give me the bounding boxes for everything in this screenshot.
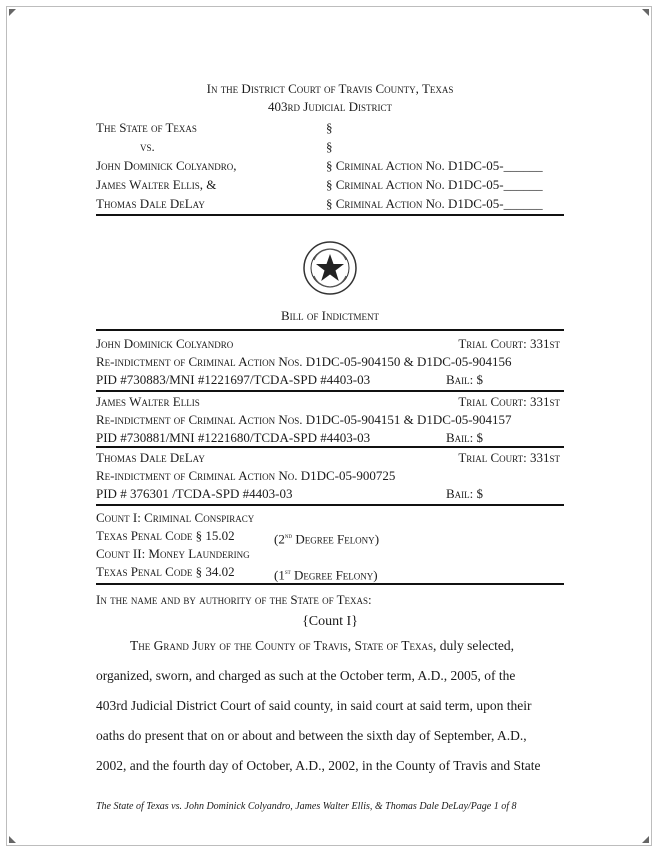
authority-line: In the name and by authority of the State of Texas: [96,592,372,607]
pid-row [96,429,564,447]
count-title: Count II: Money Laundering [96,546,250,561]
indictment-body [96,631,564,781]
body-line: The Grand Jury of the County of Travis, State of Texas, duly selected, [130,638,515,653]
caption-rule [96,214,564,216]
reindictment-line: Re-indictment of Criminal Action Nos. D1DC-05-904151 & D1DC-05-904157 [96,412,512,427]
case-number: § Criminal Action No. D1DC-05-______ [326,177,543,192]
case-number: § Criminal Action No. D1DC-05-______ [326,196,543,211]
corner-mark [642,9,649,16]
table-rule [96,583,564,585]
document-title: Bill of Indictment [281,308,379,323]
pid-number: PID # 376301 /TCDA-SPD #4403-03 [96,486,293,501]
defendant-name-row [96,335,564,353]
case-number: § Criminal Action No. D1DC-05-______ [326,158,543,173]
pid-row [96,371,564,389]
caption-party: The State of Texas [96,120,197,135]
defendant-name: James Walter Ellis [96,394,200,409]
pid-row [96,485,564,503]
section-mark: § [326,139,333,154]
penal-code: Texas Penal Code § 34.02 [96,564,235,579]
count-statute-row [96,563,564,581]
texas-seal-star-icon [302,240,358,296]
body-line: organized, sworn, and charged as such at the October term, A.D., 2005, of the [96,668,516,683]
table-rule [96,390,564,392]
defendant-name: John Dominick Colyandro [96,336,234,351]
table-rule [96,504,564,506]
reindictment-line: Re-indictment of Criminal Action Nos. D1DC-05-904150 & D1DC-05-904156 [96,354,512,369]
corner-mark [642,836,649,843]
bail-amount: Bail: $ [446,486,484,501]
district-heading: 403rd Judicial District [268,99,392,114]
pid-number: PID #730883/MNI #1221697/TCDA-SPD #4403-03 [96,372,371,387]
table-rule [96,446,564,448]
trial-court: Trial Court: 331st [458,450,560,465]
court-heading: In the District Court of Travis County, Texas [206,81,454,96]
bail-amount: Bail: $ [446,430,484,445]
pid-number: PID #730881/MNI #1221680/TCDA-SPD #4403-03 [96,430,371,445]
body-line: 403rd Judicial District Court of said county, in said court at said term, upon their [96,698,532,713]
felony-degree: (1st Degree Felony) [274,567,378,583]
reindictment-line: Re-indictment of Criminal Action No. D1DC-05-900725 [96,468,396,483]
section-mark: § [326,120,333,135]
table-rule [96,329,564,331]
penal-code: Texas Penal Code § 15.02 [96,528,235,543]
corner-mark [9,836,16,843]
caption-party: James Walter Ellis, & [96,177,217,192]
felony-degree: (2nd Degree Felony) [274,531,380,547]
trial-court: Trial Court: 331st [458,336,560,351]
caption-party: Thomas Dale DeLay [96,196,205,211]
count-title: Count I: Criminal Conspiracy [96,510,255,525]
body-line: oaths do present that on or about and between the sixth day of September, A.D., [96,728,527,743]
caption-party: vs. [140,139,155,154]
count-statute-row [96,527,564,545]
count-heading: {Count I} [302,614,358,629]
defendant-name-row [96,393,564,411]
defendant-name-row [96,449,564,467]
trial-court: Trial Court: 331st [458,394,560,409]
caption-party: John Dominick Colyandro, [96,158,237,173]
page-footer: The State of Texas vs. John Dominick Colyandro, James Walter Ellis, & Thomas Dale DeLay/Page 1 of 8 [96,801,517,812]
defendant-name: Thomas Dale DeLay [96,450,205,465]
bail-amount: Bail: $ [446,372,484,387]
corner-mark [9,9,16,16]
body-line: 2002, and the fourth day of October, A.D., 2002, in the County of Travis and State [96,758,541,773]
